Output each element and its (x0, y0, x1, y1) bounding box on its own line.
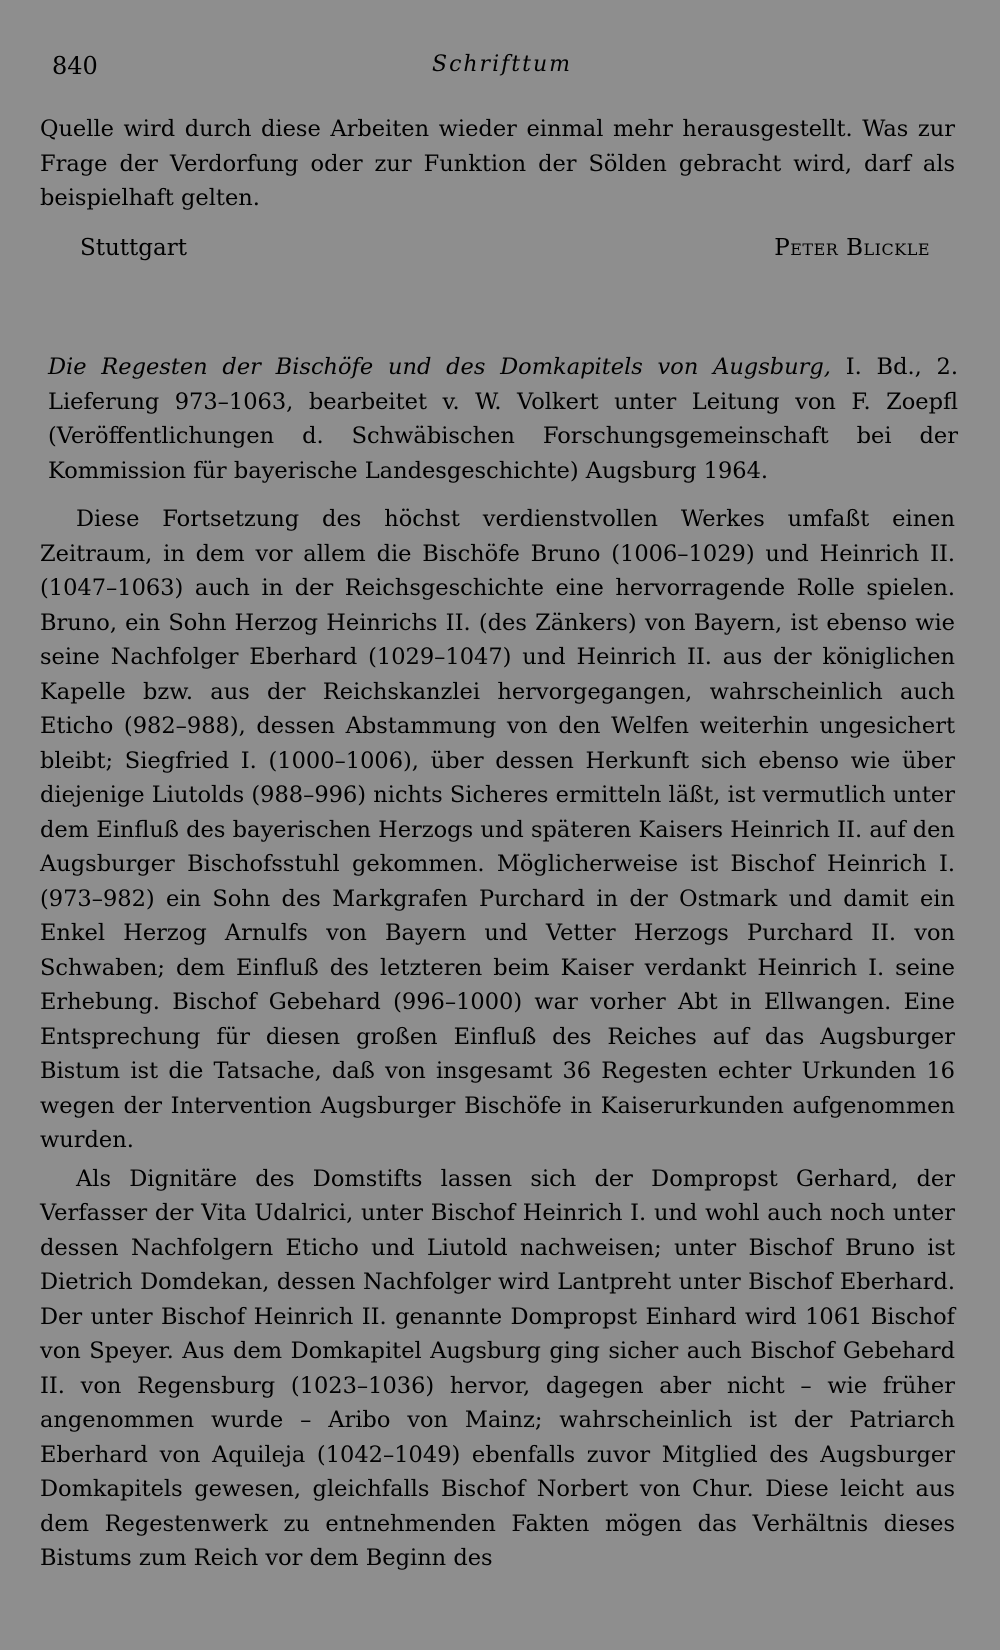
page-number: 840 (52, 52, 98, 80)
previous-review-text: Quelle wird durch diese Arbeiten wieder einmal mehr herausgestellt. Was zur Frage der Verdorfung oder zur Funktion der Sölden gebracht wird, darf als beispielhaft gelten. (40, 116, 955, 211)
reviewer-signature (80, 235, 940, 269)
book-citation: I. Bd., 2. Lieferung 973–1063, bearbeitet v. W. Volkert unter Leitung von F. Zoepfl (Veröffentlichungen d. Schwäbischen Forschungsgemeinschaft bei der Kommission für bayerische Landesgeschichte) Augsburg 1964. (48, 354, 958, 484)
page-header (52, 52, 948, 86)
previous-review-ending (40, 112, 955, 216)
review-paragraph: Diese Fortsetzung des höchst verdienstvollen Werkes umfaßt einen Zeitraum, in dem vor allem die Bischöfe Bruno (1006–1029) und Heinrich II. (1047–1063) auch in der Reichsgeschichte eine hervorragende Rolle spielen. Bruno, ein Sohn Herzog Heinrichs II. (des Zänkers) von Bayern, ist ebenso wie seine Nachfolger Eberhard (1029–1047) und Heinrich II. aus der königlichen Kapelle bzw. aus der Reichskanzlei hervorgegangen, wahrscheinlich auch Eticho (982–988), dessen Abstammung von den Welfen weiterhin ungesichert bleibt; Siegfried I. (1000–1006), über dessen Herkunft sich ebenso wie über diejenige Liutolds (988–996) nichts Sicheres ermitteln läßt, ist vermutlich unter dem Einfluß des bayerischen Herzogs und späteren Kaisers Heinrich II. auf den Augsburger Bischofsstuhl gekommen. Möglicherweise ist Bischof Heinrich I. (973–982) ein Sohn des Markgrafen Purchard in der Ostmark und damit ein Enkel Herzog Arnulfs von Bayern und Vetter Herzogs Purchard II. von Schwaben; dem Einfluß des letzteren beim Kaiser verdankt Heinrich I. seine Erhebung. Bischof Gebehard (996–1000) war vorher Abt in Ellwangen. Eine Entsprechung für diesen großen Einfluß des Reiches auf das Augsburger Bistum ist die Tatsache, daß von insgesamt 36 Regesten echter Urkunden 16 wegen der Intervention Augsburger Bischöfe in Kaiserurkunden aufgenommen wurden. (40, 506, 955, 1153)
book-title: Die Regesten der Bischöfe und des Domkapitels von Augsburg, (48, 354, 831, 380)
review-paragraph: Als Dignitäre des Domstifts lassen sich der Dompropst Gerhard, der Verfasser der Vita Udalrici, unter Bischof Heinrich I. und wohl auch noch unter dessen Nachfolgern Eticho und Liutold nachweisen; unter Bischof Bruno ist Dietrich Domdekan, dessen Nachfolger wird Lantpreht unter Bischof Eberhard. Der unter Bischof Heinrich II. genannte Dompropst Einhard wird 1061 Bischof von Speyer. Aus dem Domkapitel Augsburg ging sicher auch Bischof Gebehard II. von Regensburg (1023–1036) hervor, dagegen aber nicht – wie früher angenommen wurde – Aribo von Mainz; wahrscheinlich ist der Patriarch Eberhard von Aquileja (1042–1049) ebenfalls zuvor Mitglied des Augsburger Domkapitels gewesen, gleichfalls Bischof Norbert von Chur. Diese leicht aus dem Regestenwerk zu entnehmenden Fakten mögen das Verhältnis dieses Bistums zum Reich vor dem Beginn des (40, 1165, 955, 1571)
signature-author: Peter Blickle (774, 235, 930, 261)
signature-place: Stuttgart (80, 235, 187, 261)
bibliographic-entry (48, 350, 958, 488)
review-body (40, 502, 955, 1580)
running-head: Schrifttum (432, 52, 572, 77)
